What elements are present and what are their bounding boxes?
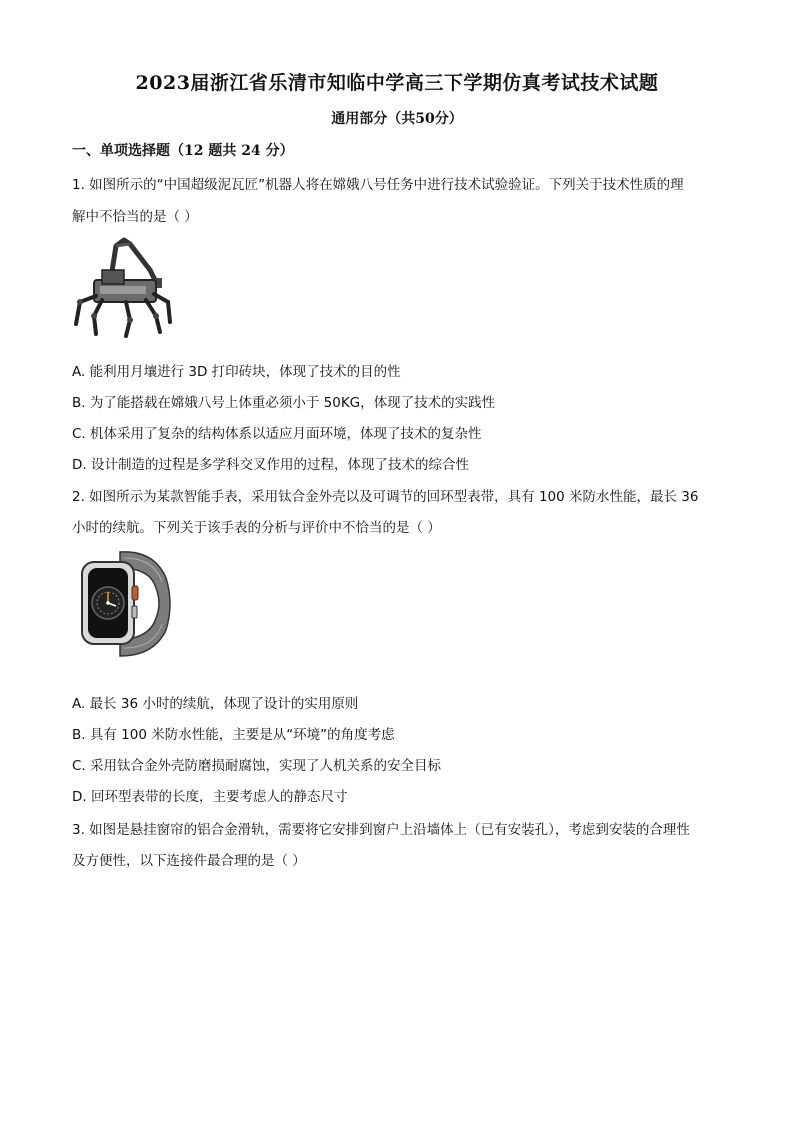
q2-option-b: B. 具有 100 米防水性能，主要是从“环境”的角度考虑	[72, 727, 395, 743]
q2-stem-line1: 2. 如图所示为某款智能手表，采用钛合金外壳以及可调节的回环型表带，具有 100 米防水性能，最长 36	[72, 489, 699, 505]
smartwatch-figure	[80, 548, 176, 660]
q2-option-c: C. 采用钛合金外壳防磨损耐腐蚀，实现了人机关系的安全目标	[72, 758, 442, 774]
q3-stem-line1: 3. 如图是悬挂窗帘的铝合金滑轨，需要将它安排到窗户上沿墙体上（已有安装孔），考虑到安装的合理性	[72, 822, 690, 838]
robot-figure	[72, 232, 172, 340]
q1-stem-line2: 解中不恰当的是（ ）	[72, 209, 198, 225]
page-title: 2023届浙江省乐清市知临中学高三下学期仿真考试技术试题	[135, 72, 659, 94]
q2-option-d: D. 回环型表带的长度，主要考虑人的静态尺寸	[72, 789, 348, 805]
q2-option-a: A. 最长 36 小时的续航，体现了设计的实用原则	[72, 696, 359, 712]
q2-stem-line2: 小时的续航。下列关于该手表的分析与评价中不恰当的是（ ）	[72, 520, 441, 536]
q1-option-d: D. 设计制造的过程是多学科交叉作用的过程，体现了技术的综合性	[72, 457, 469, 473]
section-heading: 一、单项选择题（12 题共 24 分）	[72, 143, 294, 159]
q1-option-b: B. 为了能搭载在嫦娥八号上体重必须小于 50KG，体现了技术的实践性	[72, 395, 496, 411]
q3-stem-line2: 及方便性，以下连接件最合理的是（ ）	[72, 853, 306, 869]
q1-option-a: A. 能利用月壤进行 3D 打印砖块，体现了技术的目的性	[72, 364, 401, 380]
page-subtitle: 通用部分（共50分）	[331, 111, 463, 127]
q1-option-c: C. 机体采用了复杂的结构体系以适应月面环境，体现了技术的复杂性	[72, 426, 482, 442]
q1-stem-line1: 1. 如图所示的“中国超级泥瓦匠”机器人将在嫦娥八号任务中进行技术试验验证。下列关于技术性质的理	[72, 177, 684, 193]
